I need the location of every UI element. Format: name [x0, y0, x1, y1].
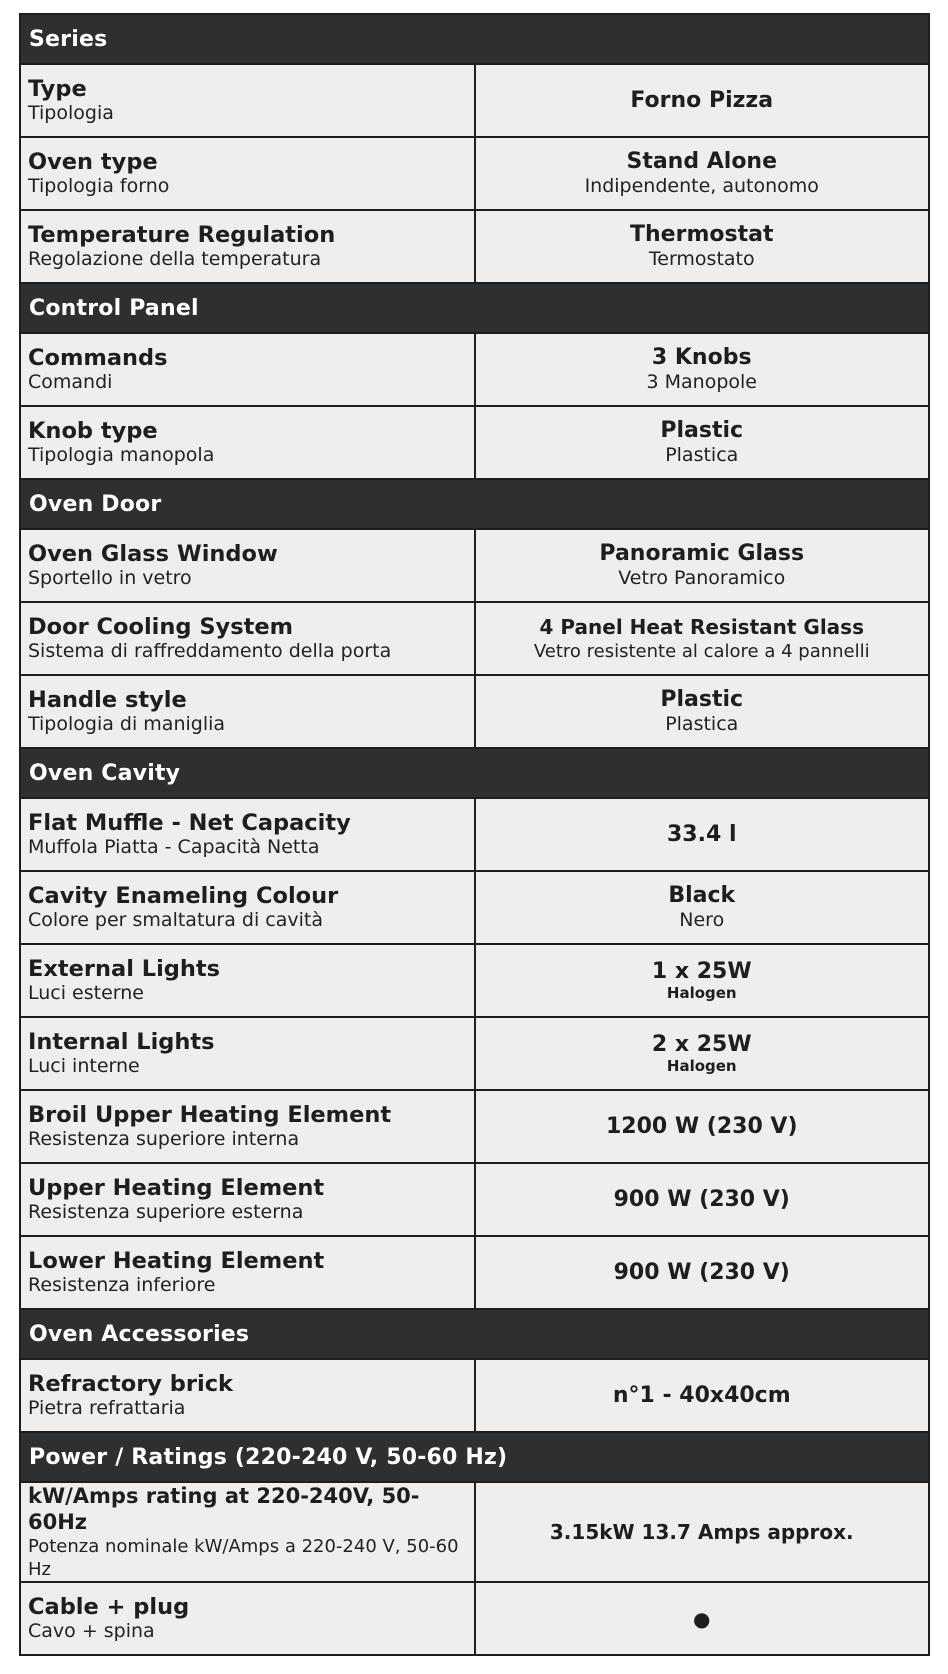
row-value: 1200 W (230 V)	[605, 1113, 798, 1139]
row-value-it: Termostato	[648, 248, 755, 270]
row-label: Oven type	[28, 149, 158, 175]
row-flat-muffle	[20, 798, 929, 871]
row-value: Thermostat	[630, 222, 774, 247]
row-label-cell	[20, 798, 475, 871]
row-value-note: Halogen	[666, 1057, 737, 1075]
row-value-it: Indipendente, autonomo	[584, 175, 819, 197]
row-value: 2 x 25W	[651, 1032, 752, 1057]
row-value-cell	[475, 1163, 930, 1236]
row-value-it: Plastica	[665, 444, 739, 466]
section-oven-door	[20, 479, 929, 529]
row-value-note: Halogen	[666, 984, 737, 1002]
row-label: External Lights	[28, 956, 221, 982]
row-label-it: Tipologia manopola	[28, 444, 215, 466]
section-title: Control Panel	[20, 283, 929, 333]
row-value-cell	[475, 1582, 930, 1655]
row-upper-heating	[20, 1163, 929, 1236]
row-label: Cavity Enameling Colour	[28, 883, 339, 909]
row-value-cell	[475, 529, 930, 602]
row-label-cell	[20, 871, 475, 944]
section-power-ratings	[20, 1432, 929, 1482]
row-value-cell	[475, 602, 930, 675]
row-label-cell	[20, 529, 475, 602]
section-oven-cavity	[20, 748, 929, 798]
row-label: Commands	[28, 345, 168, 371]
row-label: Knob type	[28, 418, 158, 444]
row-label-it: Resistenza superiore esterna	[28, 1201, 304, 1223]
row-value-it: Plastica	[665, 713, 739, 735]
row-value-cell	[475, 1236, 930, 1309]
row-label-cell	[20, 1090, 475, 1163]
row-value: Plastic	[660, 687, 744, 712]
row-label-it: Tipologia forno	[28, 175, 170, 197]
row-commands	[20, 333, 929, 406]
row-label: Upper Heating Element	[28, 1175, 325, 1201]
row-value-cell	[475, 137, 930, 210]
row-temperature-regulation	[20, 210, 929, 283]
row-value-cell	[475, 798, 930, 871]
row-oven-glass-window	[20, 529, 929, 602]
row-label-cell	[20, 602, 475, 675]
row-broil-upper-heating	[20, 1090, 929, 1163]
section-title: Power / Ratings (220-240 V, 50-60 Hz)	[20, 1432, 929, 1482]
row-value: 4 Panel Heat Resistant Glass	[539, 615, 864, 639]
row-label-it: Luci esterne	[28, 982, 144, 1004]
row-label-cell	[20, 333, 475, 406]
row-value: 1 x 25W	[651, 959, 752, 984]
row-cavity-enameling-colour	[20, 871, 929, 944]
row-label-cell	[20, 1017, 475, 1090]
row-oven-type	[20, 137, 929, 210]
section-oven-accessories	[20, 1309, 929, 1359]
row-kw-amps-rating	[20, 1482, 929, 1582]
row-label-it: Resistenza inferiore	[28, 1274, 216, 1296]
row-label-it: Potenza nominale kW/Amps a 220-240 V, 50-60 Hz	[28, 1536, 459, 1580]
row-label-cell	[20, 1482, 475, 1582]
section-series	[20, 14, 929, 64]
row-label-cell	[20, 64, 475, 137]
row-lower-heating	[20, 1236, 929, 1309]
row-label: Refractory brick	[28, 1371, 234, 1397]
row-value: Black	[668, 883, 736, 908]
row-label-cell	[20, 1236, 475, 1309]
row-knob-type	[20, 406, 929, 479]
section-title: Series	[20, 14, 929, 64]
row-value: 33.4 l	[667, 821, 737, 847]
row-value-cell	[475, 944, 930, 1017]
row-label: Broil Upper Heating Element	[28, 1102, 392, 1128]
row-label-it: Tipologia di maniglia	[28, 713, 226, 735]
row-value-cell	[475, 1090, 930, 1163]
row-value-cell	[475, 406, 930, 479]
row-value: Stand Alone	[626, 149, 778, 174]
row-label: Handle style	[28, 687, 187, 713]
row-type	[20, 64, 929, 137]
row-label: Flat Muffle - Net Capacity	[28, 810, 351, 836]
row-external-lights	[20, 944, 929, 1017]
row-value-it: 3 Manopole	[646, 371, 757, 393]
row-value: Panoramic Glass	[599, 541, 805, 566]
row-label-it: Luci interne	[28, 1055, 140, 1077]
row-label-cell	[20, 675, 475, 748]
row-value: 900 W (230 V)	[613, 1186, 790, 1212]
row-value-cell	[475, 1482, 930, 1582]
spec-table	[19, 13, 930, 1656]
row-value-it: Vetro resistente al calore a 4 pannelli	[533, 641, 870, 662]
row-label-it: Muffola Piatta - Capacità Netta	[28, 836, 320, 858]
row-label: Door Cooling System	[28, 614, 294, 640]
row-label-cell	[20, 210, 475, 283]
row-door-cooling-system	[20, 602, 929, 675]
row-label: Type	[28, 76, 87, 102]
row-label: Oven Glass Window	[28, 541, 278, 567]
row-label: kW/Amps rating at 220-240V, 50-60Hz	[28, 1484, 420, 1534]
row-value-cell	[475, 64, 930, 137]
row-value: 3 Knobs	[651, 345, 752, 370]
row-value-cell	[475, 333, 930, 406]
row-handle-style	[20, 675, 929, 748]
row-value: Forno Pizza	[630, 87, 774, 113]
row-label-it: Colore per smaltatura di cavità	[28, 909, 324, 931]
row-label-cell	[20, 137, 475, 210]
row-label-cell	[20, 1359, 475, 1432]
row-label-it: Sportello in vetro	[28, 567, 192, 589]
row-label-cell	[20, 944, 475, 1017]
row-internal-lights	[20, 1017, 929, 1090]
section-title: Oven Accessories	[20, 1309, 929, 1359]
row-label-it: Resistenza superiore interna	[28, 1128, 300, 1150]
row-label-it: Cavo + spina	[28, 1620, 155, 1642]
row-value-it: Nero	[679, 909, 725, 931]
row-value-cell	[475, 675, 930, 748]
row-label: Internal Lights	[28, 1029, 215, 1055]
row-value-cell	[475, 1359, 930, 1432]
section-title: Oven Cavity	[20, 748, 929, 798]
row-value-it: Vetro Panoramico	[618, 567, 786, 589]
row-value: 3.15kW 13.7 Amps approx.	[549, 1520, 854, 1544]
section-control-panel	[20, 283, 929, 333]
row-value-cell	[475, 1017, 930, 1090]
row-label-it: Tipologia	[28, 102, 114, 124]
row-label-it: Regolazione della temperatura	[28, 248, 322, 270]
row-label-it: Pietra refrattaria	[28, 1397, 186, 1419]
section-title: Oven Door	[20, 479, 929, 529]
row-value: 900 W (230 V)	[613, 1259, 790, 1285]
row-label-it: Comandi	[28, 371, 113, 393]
row-label: Cable + plug	[28, 1594, 190, 1620]
row-label: Lower Heating Element	[28, 1248, 325, 1274]
row-value: n°1 - 40x40cm	[612, 1382, 791, 1408]
row-label-cell	[20, 406, 475, 479]
bullet-icon: ●	[693, 1606, 711, 1631]
row-value: Plastic	[660, 418, 744, 443]
row-cable-plug	[20, 1582, 929, 1655]
row-value-cell	[475, 871, 930, 944]
row-refractory-brick	[20, 1359, 929, 1432]
row-label-cell	[20, 1582, 475, 1655]
row-label-it: Sistema di raffreddamento della porta	[28, 640, 392, 662]
row-value-cell	[475, 210, 930, 283]
row-label: Temperature Regulation	[28, 222, 336, 248]
row-label-cell	[20, 1163, 475, 1236]
